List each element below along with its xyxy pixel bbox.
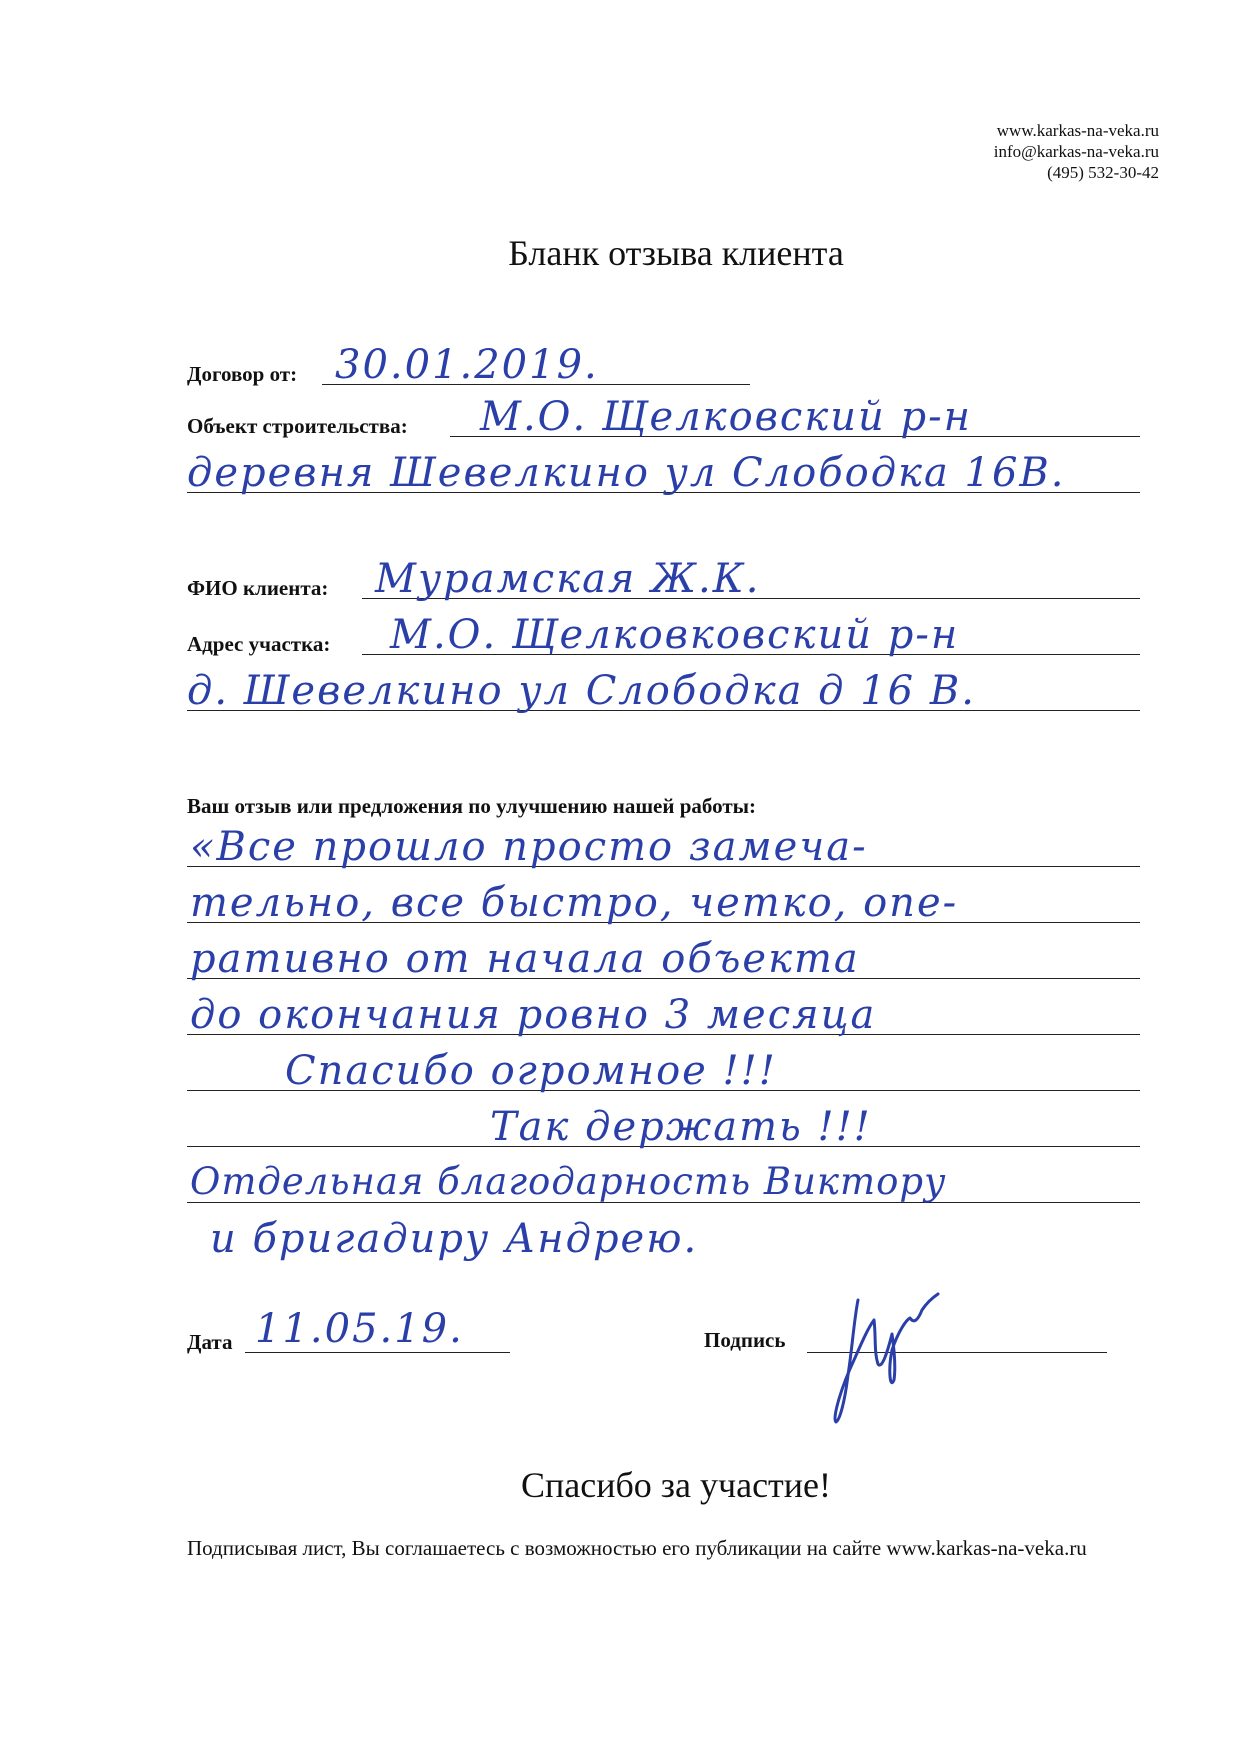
signature-icon	[830, 1280, 970, 1430]
address-label: Адрес участка:	[187, 632, 331, 656]
contact-block	[994, 120, 1159, 183]
thank-you-heading: Спасибо за участие!	[520, 1465, 832, 1505]
client-label: ФИО клиента:	[187, 576, 329, 600]
feedback-label: Ваш отзыв или предложения по улучшению нашей работы:	[187, 794, 757, 818]
date-line	[245, 1352, 510, 1353]
feedback-text-line-6: Так держать !!!	[490, 1104, 872, 1150]
feedback-text-line-4: до окончания ровно 3 месяца	[190, 992, 877, 1038]
object-value-line1: М.О. Щелковский р-н	[480, 394, 972, 440]
object-value-line2: деревня Шевелкино ул Слободка 16В.	[187, 450, 1066, 496]
feedback-text-line-2: тельно, все быстро, четко, опе-	[190, 880, 959, 926]
address-value-line2: д. Шевелкино ул Слободка д 16 В.	[187, 668, 976, 714]
feedback-text-line-5: Спасибо огромное !!!	[285, 1048, 777, 1094]
contract-label: Договор от:	[187, 362, 298, 386]
form-title: Бланк отзыва клиента	[508, 233, 844, 273]
feedback-text-line-3: ративно от начала объекта	[190, 936, 860, 982]
signature-label: Подпись	[704, 1328, 786, 1352]
object-label: Объект строительства:	[187, 414, 408, 438]
contract-value: 30.01.2019.	[335, 342, 599, 388]
date-label: Дата	[187, 1330, 233, 1354]
phone-number: (495) 532-30-42	[1047, 163, 1159, 182]
feedback-text-line-8: и бригадиру Андрею.	[210, 1216, 699, 1262]
date-value: 11.05.19.	[255, 1306, 464, 1352]
feedback-text-line-7: Отдельная благодарность Виктору	[190, 1160, 947, 1203]
feedback-text-line-1: «Все прошло просто замеча-	[190, 824, 868, 870]
publication-consent-note: Подписывая лист, Вы соглашаетесь с возможностью его публикации на сайте www.karkas-na-veka.ru	[187, 1536, 1087, 1560]
email-link: info@karkas-na-veka.ru	[993, 142, 1159, 161]
address-value-line1: М.О. Щелковковский р-н	[390, 612, 960, 658]
client-value: Мурамская Ж.К.	[375, 556, 761, 602]
website-link: www.karkas-na-veka.ru	[996, 121, 1159, 140]
